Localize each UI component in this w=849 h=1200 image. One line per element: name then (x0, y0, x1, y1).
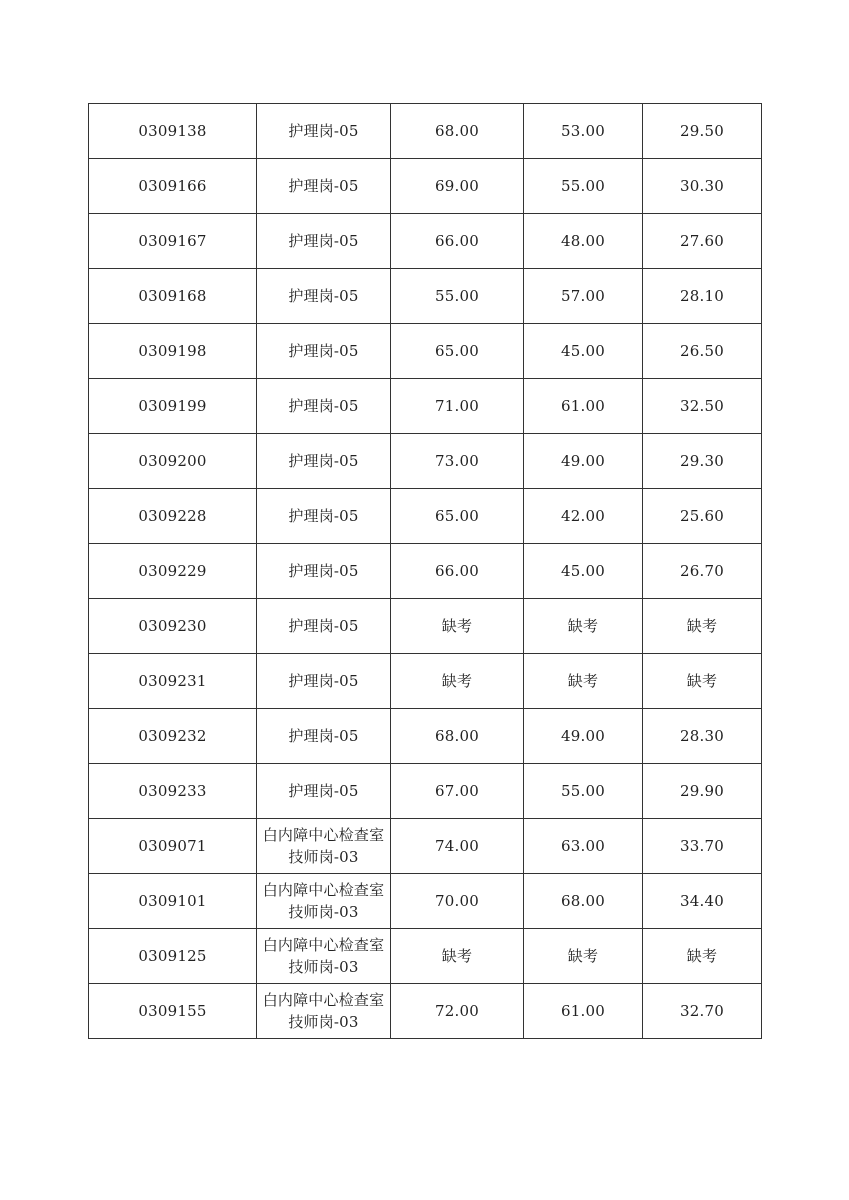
score-total-cell (643, 819, 762, 874)
post-name-cell (257, 104, 391, 159)
post-name-cell (257, 874, 391, 929)
exam-id-text: 0309231 (138, 671, 207, 690)
score-second-text: 49.00 (561, 451, 605, 470)
exam-id-cell (89, 599, 257, 654)
post-name-text: 护理岗-05 (288, 507, 359, 525)
exam-id-cell (89, 214, 257, 269)
score-second-text: 48.00 (561, 231, 605, 250)
score-written-cell (391, 434, 524, 489)
score-written-text: 65.00 (435, 341, 479, 360)
post-name-cell (257, 984, 391, 1039)
table-row (89, 874, 762, 929)
score-written-text: 72.00 (435, 1001, 479, 1020)
score-written-text: 65.00 (435, 506, 479, 525)
score-written-text: 71.00 (435, 396, 479, 415)
exam-id-cell (89, 654, 257, 709)
post-name-cell (257, 929, 391, 984)
table-row (89, 269, 762, 324)
table-row (89, 709, 762, 764)
exam-id-cell (89, 709, 257, 764)
score-written-text: 66.00 (435, 561, 479, 580)
table-row (89, 489, 762, 544)
score-written-text: 67.00 (435, 781, 479, 800)
score-second-text: 55.00 (561, 176, 605, 195)
exam-id-cell (89, 379, 257, 434)
table-row (89, 324, 762, 379)
post-name-text: 护理岗-05 (288, 452, 359, 470)
score-total-text: 27.60 (680, 231, 724, 250)
score-second-cell (524, 929, 643, 984)
post-name-text: 白内障中心检查室 技师岗-03 (262, 936, 385, 976)
score-total-cell (643, 214, 762, 269)
table-row (89, 984, 762, 1039)
post-name-text: 护理岗-05 (288, 342, 359, 360)
score-total-cell (643, 379, 762, 434)
post-name-cell (257, 434, 391, 489)
score-table (88, 103, 762, 1039)
score-total-text: 缺考 (686, 616, 718, 635)
score-total-text: 32.50 (680, 396, 724, 415)
score-table-body (89, 104, 762, 1039)
exam-id-text: 0309230 (138, 616, 207, 635)
score-total-cell (643, 929, 762, 984)
post-name-text: 护理岗-05 (288, 562, 359, 580)
score-second-cell (524, 434, 643, 489)
score-written-text: 69.00 (435, 176, 479, 195)
score-written-cell (391, 599, 524, 654)
score-total-text: 26.70 (680, 561, 724, 580)
post-name-cell (257, 599, 391, 654)
exam-id-text: 0309166 (138, 176, 207, 195)
exam-id-cell (89, 819, 257, 874)
score-total-cell (643, 489, 762, 544)
post-name-text: 护理岗-05 (288, 177, 359, 195)
table-row (89, 379, 762, 434)
score-second-text: 缺考 (567, 671, 599, 690)
score-second-cell (524, 819, 643, 874)
exam-id-text: 0309200 (138, 451, 207, 470)
exam-id-text: 0309101 (138, 891, 207, 910)
table-row (89, 654, 762, 709)
score-total-text: 34.40 (680, 891, 724, 910)
exam-id-cell (89, 489, 257, 544)
post-name-text: 护理岗-05 (288, 122, 359, 140)
score-written-cell (391, 269, 524, 324)
table-row (89, 104, 762, 159)
score-second-cell (524, 709, 643, 764)
exam-id-cell (89, 104, 257, 159)
exam-id-cell (89, 324, 257, 379)
post-name-cell (257, 269, 391, 324)
score-written-cell (391, 929, 524, 984)
exam-id-cell (89, 984, 257, 1039)
exam-id-text: 0309155 (138, 1001, 207, 1020)
table-row (89, 214, 762, 269)
score-written-cell (391, 324, 524, 379)
post-name-text: 护理岗-05 (288, 782, 359, 800)
score-written-text: 68.00 (435, 121, 479, 140)
post-name-text: 护理岗-05 (288, 672, 359, 690)
score-written-text: 缺考 (441, 671, 473, 690)
score-written-cell (391, 489, 524, 544)
score-second-text: 53.00 (561, 121, 605, 140)
score-second-text: 61.00 (561, 396, 605, 415)
table-row (89, 159, 762, 214)
score-total-text: 28.30 (680, 726, 724, 745)
score-second-text: 缺考 (567, 946, 599, 965)
score-total-cell (643, 599, 762, 654)
post-name-cell (257, 489, 391, 544)
score-total-cell (643, 159, 762, 214)
score-total-text: 缺考 (686, 671, 718, 690)
table-row (89, 764, 762, 819)
exam-id-text: 0309125 (138, 946, 207, 965)
post-name-cell (257, 544, 391, 599)
score-total-cell (643, 544, 762, 599)
score-total-cell (643, 324, 762, 379)
score-total-text: 32.70 (680, 1001, 724, 1020)
score-written-cell (391, 984, 524, 1039)
score-written-cell (391, 654, 524, 709)
exam-id-text: 0309229 (138, 561, 207, 580)
table-row (89, 544, 762, 599)
score-second-text: 57.00 (561, 286, 605, 305)
score-second-cell (524, 324, 643, 379)
post-name-cell (257, 159, 391, 214)
score-total-text: 28.10 (680, 286, 724, 305)
score-total-text: 30.30 (680, 176, 724, 195)
score-second-cell (524, 874, 643, 929)
score-second-cell (524, 379, 643, 434)
score-written-text: 68.00 (435, 726, 479, 745)
score-written-cell (391, 214, 524, 269)
table-row (89, 819, 762, 874)
score-second-text: 55.00 (561, 781, 605, 800)
score-second-text: 42.00 (561, 506, 605, 525)
table-row (89, 434, 762, 489)
score-total-cell (643, 434, 762, 489)
score-second-text: 49.00 (561, 726, 605, 745)
exam-id-text: 0309071 (138, 836, 207, 855)
score-total-text: 29.30 (680, 451, 724, 470)
post-name-cell (257, 379, 391, 434)
score-written-cell (391, 764, 524, 819)
score-written-cell (391, 544, 524, 599)
post-name-cell (257, 709, 391, 764)
score-written-cell (391, 819, 524, 874)
score-second-cell (524, 599, 643, 654)
score-total-cell (643, 764, 762, 819)
score-written-cell (391, 874, 524, 929)
exam-id-cell (89, 434, 257, 489)
score-second-cell (524, 544, 643, 599)
score-second-text: 63.00 (561, 836, 605, 855)
score-total-cell (643, 104, 762, 159)
post-name-cell (257, 654, 391, 709)
score-total-text: 缺考 (686, 946, 718, 965)
exam-id-text: 0309198 (138, 341, 207, 360)
post-name-text: 护理岗-05 (288, 232, 359, 250)
post-name-text: 护理岗-05 (288, 617, 359, 635)
exam-id-cell (89, 764, 257, 819)
score-written-cell (391, 104, 524, 159)
post-name-text: 白内障中心检查室 技师岗-03 (262, 881, 385, 921)
score-written-cell (391, 709, 524, 764)
score-written-text: 74.00 (435, 836, 479, 855)
score-written-cell (391, 379, 524, 434)
exam-id-cell (89, 929, 257, 984)
score-total-cell (643, 269, 762, 324)
post-name-cell (257, 214, 391, 269)
exam-id-text: 0309232 (138, 726, 207, 745)
score-written-text: 缺考 (441, 946, 473, 965)
post-name-text: 白内障中心检查室 技师岗-03 (262, 991, 385, 1031)
score-written-text: 66.00 (435, 231, 479, 250)
score-total-cell (643, 654, 762, 709)
exam-id-cell (89, 874, 257, 929)
exam-id-cell (89, 159, 257, 214)
score-second-cell (524, 214, 643, 269)
score-second-cell (524, 489, 643, 544)
post-name-text: 白内障中心检查室 技师岗-03 (262, 826, 385, 866)
score-second-cell (524, 764, 643, 819)
score-second-text: 61.00 (561, 1001, 605, 1020)
score-total-text: 33.70 (680, 836, 724, 855)
post-name-cell (257, 819, 391, 874)
score-total-text: 29.90 (680, 781, 724, 800)
score-second-text: 68.00 (561, 891, 605, 910)
score-total-text: 26.50 (680, 341, 724, 360)
score-second-text: 缺考 (567, 616, 599, 635)
post-name-cell (257, 764, 391, 819)
score-total-cell (643, 709, 762, 764)
exam-id-text: 0309228 (138, 506, 207, 525)
score-second-cell (524, 984, 643, 1039)
score-second-cell (524, 104, 643, 159)
table-row (89, 929, 762, 984)
exam-id-text: 0309233 (138, 781, 207, 800)
exam-id-text: 0309138 (138, 121, 207, 140)
exam-id-cell (89, 544, 257, 599)
post-name-cell (257, 324, 391, 379)
exam-id-cell (89, 269, 257, 324)
exam-id-text: 0309167 (138, 231, 207, 250)
post-name-text: 护理岗-05 (288, 727, 359, 745)
post-name-text: 护理岗-05 (288, 287, 359, 305)
score-total-text: 29.50 (680, 121, 724, 140)
score-second-cell (524, 269, 643, 324)
score-written-text: 55.00 (435, 286, 479, 305)
score-written-text: 73.00 (435, 451, 479, 470)
score-written-text: 缺考 (441, 616, 473, 635)
post-name-text: 护理岗-05 (288, 397, 359, 415)
exam-id-text: 0309168 (138, 286, 207, 305)
table-row (89, 599, 762, 654)
exam-id-text: 0309199 (138, 396, 207, 415)
score-second-text: 45.00 (561, 561, 605, 580)
score-total-cell (643, 874, 762, 929)
score-second-text: 45.00 (561, 341, 605, 360)
score-written-text: 70.00 (435, 891, 479, 910)
score-second-cell (524, 159, 643, 214)
score-written-cell (391, 159, 524, 214)
score-total-text: 25.60 (680, 506, 724, 525)
score-total-cell (643, 984, 762, 1039)
score-second-cell (524, 654, 643, 709)
